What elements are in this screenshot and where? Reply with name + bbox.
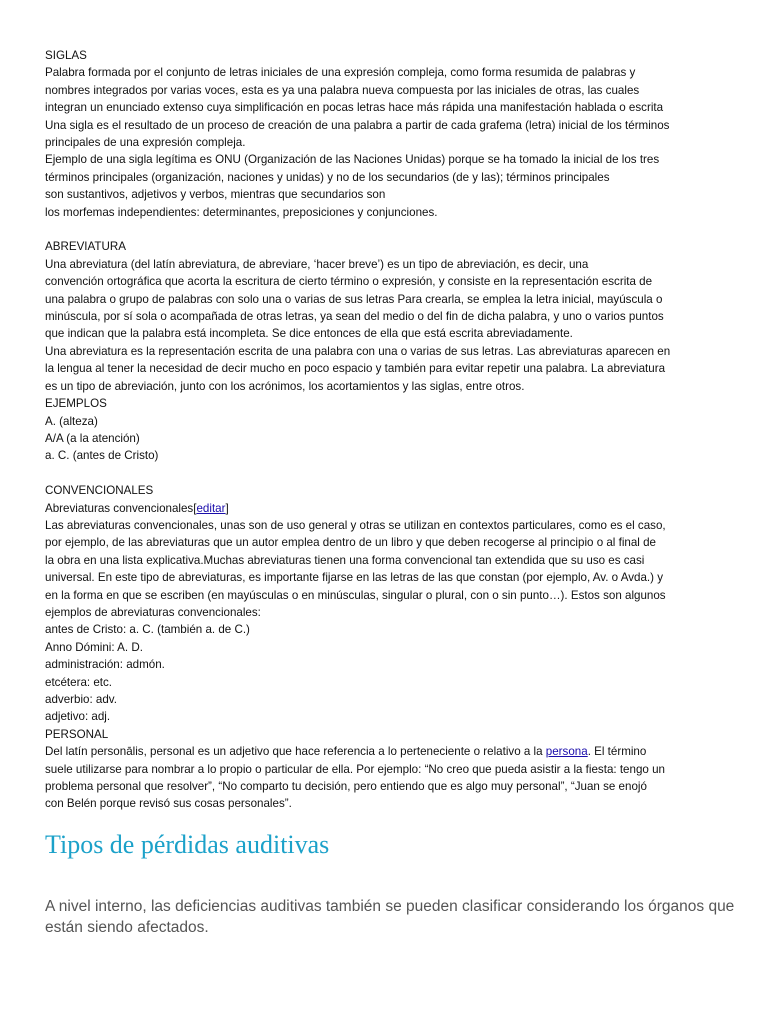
abreviatura-line: minúscula, por sí sola o acompañada de otras letras, ya sean del medio o del fin de dicha palabra, y uno o varios puntos <box>45 310 664 324</box>
personal-line <box>45 743 725 760</box>
convencionales-line: Las abreviaturas convencionales, unas son de uso general y otras se utilizan en contextos particulares, como es el caso, <box>45 518 666 532</box>
abreviatura-heading: ABREVIATURA <box>45 240 126 254</box>
siglas-line: Una sigla es el resultado de un proceso de creación de una palabra a partir de cada grafema (letra) inicial de los términos <box>45 118 670 132</box>
convencionales-heading: CONVENCIONALES <box>45 484 154 498</box>
siglas-line: integran un enunciado extenso cuya simplificación en pocas letras hace más rápida una manifestación hablada o escrita <box>45 101 664 115</box>
section-title: Tipos de pérdidas auditivas <box>45 830 330 859</box>
convencional-example: adjetivo: adj. <box>45 710 111 724</box>
convencional-example: Anno Dómini: A. D. <box>45 640 143 654</box>
convencionales-subheading <box>45 500 725 517</box>
ejemplos-heading: EJEMPLOS <box>45 397 107 411</box>
convencionales-line: en la forma en que se escriben (en mayúsculas o en minúsculas, singular o plural, con o sin punto…). Estos son algunos <box>45 588 666 602</box>
spacer <box>45 221 725 238</box>
convencional-example: adverbio: adv. <box>45 693 117 706</box>
siglas-line: nombres integrados por varias voces, esta es ya una palabra nueva compuesta por las iniciales de otras, las cuales <box>45 83 640 97</box>
spacer <box>45 465 725 482</box>
siglas-line: son sustantivos, adjetivos y verbos, mientras que secundarios son <box>45 188 386 202</box>
edit-bracket-open: [ <box>193 501 197 515</box>
document-body <box>45 47 725 813</box>
personal-line: problema personal que resolver”, “No comparto tu decisión, pero entiendo que es algo muy personal”, “Juan se enojó <box>45 780 647 794</box>
abreviatura-line: Una abreviatura (del latín abreviatura, de abreviare, ‘hacer breve’) es un tipo de abreviación, es decir, una <box>45 257 589 271</box>
personal-line: suele utilizarse para nombrar a lo propio o particular de ella. Por ejemplo: “No creo que pueda asistir a la fiesta: tengo un <box>45 762 665 776</box>
abreviatura-line: una palabra o grupo de palabras con solo una o varias de sus letras Para crearla, se emplea la letra inicial, mayúscula o <box>45 292 663 306</box>
convencionales-line: universal. En este tipo de abreviaturas, es importante fijarse en las letras de las que constan (por ejemplo, Av. o Avda.) y <box>45 571 664 585</box>
convencional-example: administración: admón. <box>45 658 165 672</box>
abreviatura-line: convención ortográfica que acorta la escritura de cierto término o expresión, y consiste en la representación escrita de <box>45 275 653 289</box>
convencionales-line: la obra en una lista explicativa.Muchas abreviaturas tienen una forma convencional tan extendida que su uso es casi <box>45 553 645 567</box>
convencional-example: antes de Cristo: a. C. (también a. de C.) <box>45 623 250 637</box>
abreviatura-line: es un tipo de abreviación, junto con los acrónimos, los acortamientos y las siglas, entre otros. <box>45 379 525 393</box>
ejemplo-item: A. (altеza) <box>45 414 98 428</box>
convencionales-line: por ejemplo, de las abreviaturas que un autor emplea dentro de un libro y que deben recogerse al principio o al final de <box>45 536 656 550</box>
siglas-line: Palabra formada por el conjunto de letras iniciales de una expresión compleja, como forma resumida de palabras y <box>45 66 636 80</box>
personal-text: . El término <box>587 745 647 759</box>
subheading-text: Abreviaturas convencionales <box>45 501 194 515</box>
edit-bracket-close: ] <box>225 501 229 515</box>
personal-heading: PERSONAL <box>45 727 109 741</box>
convencionales-line: ejemplos de abreviaturas convencionales: <box>45 605 261 619</box>
personal-line: con Belén porque revisó sus cosas personales”. <box>45 797 292 811</box>
convencional-example: etcétera: etc. <box>45 675 113 689</box>
ejemplo-item: A/A (a la atención) <box>45 431 140 445</box>
siglas-line: principales de una expresión compleja. <box>45 136 246 150</box>
section-intro: A nivel interno, las deficiencias auditivas también se pueden clasificar considerando los órganos que están siendo afectados. <box>45 897 735 936</box>
siglas-line: términos principales (organización, naciones y unidas) y no de los secundarios (de y las); términos principales <box>45 170 610 184</box>
abreviatura-line: que indican que la palabra está incompleta. Se dice entonces de ella que está escrita abreviadamente. <box>45 327 573 341</box>
siglas-heading: SIGLAS <box>45 49 87 62</box>
ejemplo-item: a. C. (antes de Cristo) <box>45 449 159 463</box>
siglas-line: los morfemas independientes: determinantes, preposiciones y conjunciones. <box>45 205 438 219</box>
siglas-line: Ejemplo de una sigla legítima es ONU (Organización de las Naciones Unidas) porque se ha tomado la inicial de los tres <box>45 153 660 167</box>
abreviatura-line: la lengua al tener la necesidad de decir mucho en poco espacio y también para evitar repetir una palabra. La abreviatura <box>45 362 666 376</box>
persona-link[interactable]: persona <box>545 745 588 759</box>
edit-link[interactable]: editar <box>196 501 226 515</box>
personal-text: Del latín personālis, personal es un adjetivo que hace referencia a lo perteneciente o relativo a la <box>45 745 546 759</box>
abreviatura-line: Una abreviatura es la representación escrita de una palabra con una o varias de sus letras. Las abreviaturas aparecen en <box>45 344 671 358</box>
